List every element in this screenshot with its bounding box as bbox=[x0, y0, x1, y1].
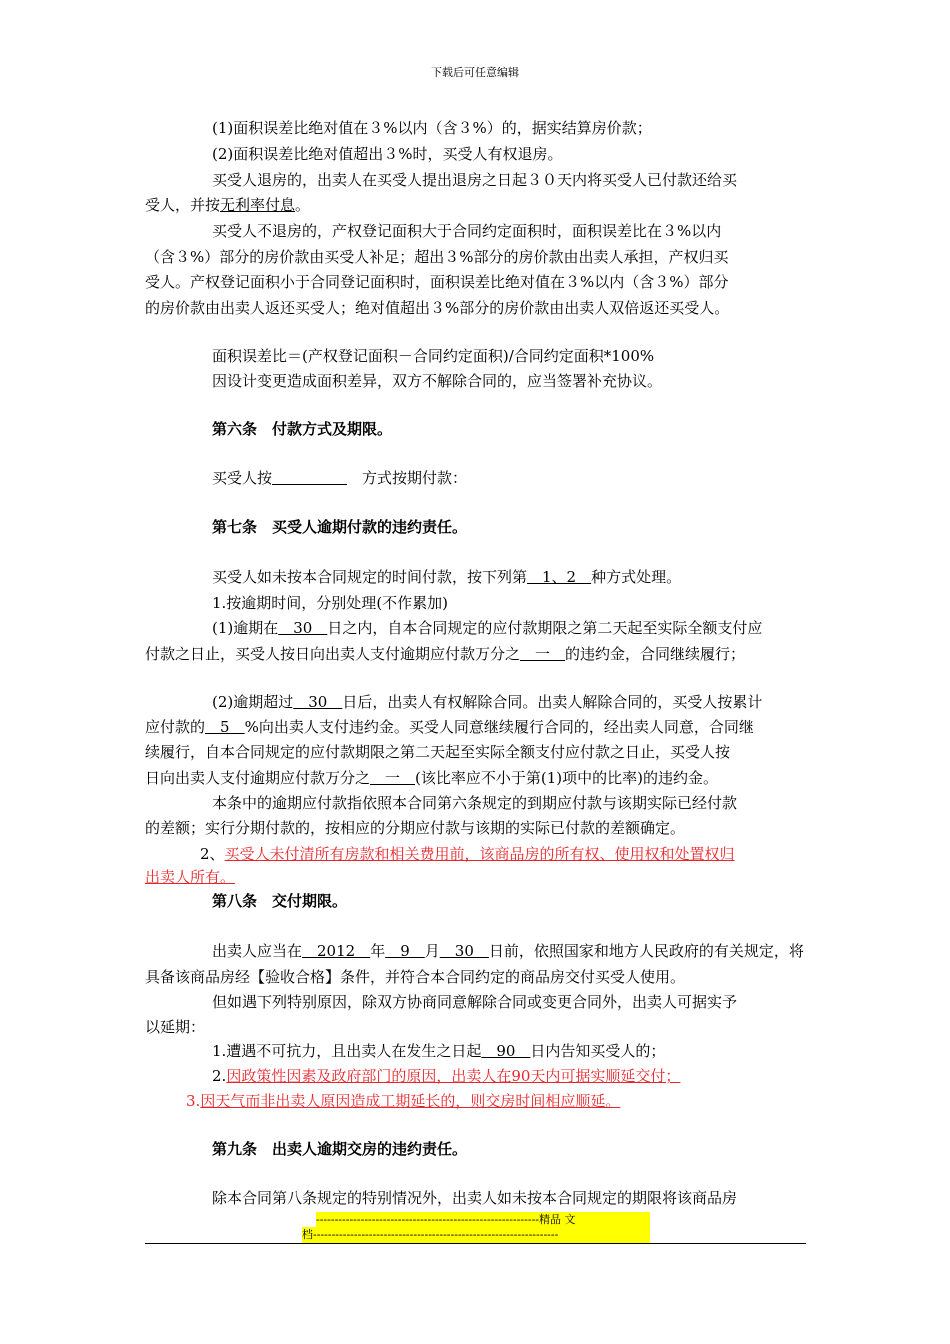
clause-line: 应付款的 5 %向出卖人支付违约金。买受人同意继续履行合同的，经出卖人同意，合同继 bbox=[145, 718, 754, 736]
footer-watermark-line-2: 档------------------------------------------------------------------ bbox=[302, 1227, 650, 1243]
red-revision-text: 出卖人所有。 bbox=[145, 868, 236, 886]
clause-line: 1.遭遇不可抗力，且出卖人在发生之日起 90 日内告知买受人的； bbox=[212, 1042, 666, 1060]
clause-line: 买受人不退房的，产权登记面积大于合同约定面积时，面积误差比在３%以内 bbox=[212, 222, 722, 240]
clause-line: 付款之日止，买受人按日向出卖人支付逾期应付款万分之 一 的违约金，合同继续履行； bbox=[145, 645, 746, 663]
clause-line: 买受人按 方式按期付款： bbox=[212, 469, 468, 487]
clause-line: 本条中的逾期应付款指依照本合同第六条规定的到期应付款与该期实际已经付款 bbox=[212, 794, 738, 812]
clause-line: 3.因天气而非出卖人原因造成工期延长的，则交房时间相应顺延。 bbox=[186, 1092, 621, 1110]
clause-line: 具备该商品房经【验收合格】条件，并符合本合同约定的商品房交付买受人使用。 bbox=[145, 968, 686, 986]
page-header: 下载后可任意编辑 bbox=[431, 66, 519, 79]
clause-line: (1)逾期在 30 日之内，自本合同规定的应付款期限之第二天起至实际全额支付应 bbox=[212, 619, 763, 637]
footer-watermark-line-1: ------------------------------------------------------------精品 文 bbox=[316, 1212, 650, 1228]
underlined-value: 30 bbox=[439, 942, 489, 960]
underlined-value: 90 bbox=[481, 1042, 531, 1060]
red-revision-text: 因政策性因素及政府部门的原因，出卖人在90天内可据实顺延交付； bbox=[226, 1067, 681, 1085]
clause-line: 除本合同第八条规定的特别情况外，出卖人如未按本合同规定的期限将该商品房 bbox=[212, 1189, 738, 1207]
clause-line: 受人。产权登记面积小于合同登记面积时，面积误差比绝对值在３%以内（含３%）部分 bbox=[145, 273, 729, 291]
underlined-value: 9 bbox=[385, 942, 425, 960]
footer-rule bbox=[145, 1243, 806, 1244]
clause-line: 日向出卖人支付逾期应付款万分之 一 (该比率应不小于第(1)项中的比率)的违约金。 bbox=[145, 769, 718, 787]
red-revision-text: 因天气而非出卖人原因造成工期延长的，则交房时间相应顺延。 bbox=[200, 1092, 621, 1110]
underlined-value: 一 bbox=[370, 769, 416, 787]
underlined-value: 30 bbox=[293, 693, 343, 711]
article-8-heading: 第八条 交付期限。 bbox=[212, 892, 348, 910]
clause-line: 的差额；实行分期付款的，按相应的分期应付款与该期的实际已付款的差额确定。 bbox=[145, 819, 686, 837]
blank-field bbox=[272, 469, 347, 487]
underlined-value: 5 bbox=[205, 718, 245, 736]
clause-line: 1.按逾期时间，分别处理(不作累加) bbox=[212, 594, 449, 612]
clause-line: (2)逾期超过 30 日后，出卖人有权解除合同。出卖人解除合同的，买受人按累计 bbox=[212, 693, 763, 711]
article-7-heading: 第七条 买受人逾期付款的违约责任。 bbox=[212, 518, 468, 536]
clause-line: (1)面积误差比绝对值在３%以内（含３%）的，据实结算房价款； bbox=[212, 119, 652, 137]
article-6-heading: 第六条 付款方式及期限。 bbox=[212, 420, 393, 438]
underlined-value: 一 bbox=[520, 645, 566, 663]
formula-line: 面积误差比＝(产权登记面积－合同约定面积)/合同约定面积*100% bbox=[212, 347, 655, 365]
clause-line: 2、买受人未付清所有房款和相关费用前，该商品房的所有权、使用权和处置权归 bbox=[200, 845, 735, 863]
clause-line: 买受人退房的，出卖人在买受人提出退房之日起３０天内将买受人已付款还给买 bbox=[212, 171, 738, 189]
red-revision-text: 买受人未付清所有房款和相关费用前，该商品房的所有权、使用权和处置权归 bbox=[224, 845, 735, 863]
article-9-heading: 第九条 出卖人逾期交房的违约责任。 bbox=[212, 1140, 468, 1158]
underlined-value: 2012 bbox=[302, 942, 371, 960]
underlined-value: 无利率付息 bbox=[220, 196, 296, 214]
clause-line: 2.因政策性因素及政府部门的原因，出卖人在90天内可据实顺延交付； bbox=[212, 1067, 681, 1085]
clause-line: 因设计变更造成面积差异，双方不解除合同的，应当签署补充协议。 bbox=[212, 372, 663, 390]
underlined-value: 30 bbox=[278, 619, 328, 637]
clause-line: (2)面积误差比绝对值超出３%时，买受人有权退房。 bbox=[212, 145, 563, 163]
underlined-value: 1、2 bbox=[527, 568, 592, 586]
clause-line: 的房价款由出卖人返还买受人；绝对值超出３%部分的房价款由出卖人双倍返还买受人。 bbox=[145, 299, 730, 317]
clause-line: 受人，并按无利率付息。 bbox=[145, 196, 311, 214]
clause-line: 买受人如未按本合同规定的时间付款，按下列第 1、2 种方式处理。 bbox=[212, 568, 682, 586]
clause-line: 以延期： bbox=[145, 1018, 206, 1036]
clause-line: 续履行，自本合同规定的应付款期限之第二天起至实际全额支付应付款之日止，买受人按 bbox=[145, 743, 731, 761]
clause-line: 出卖人应当在 2012 年 9 月 30 日前，依照国家和地方人民政府的有关规定，将 bbox=[212, 942, 804, 960]
clause-line: 但如遇下列特别原因，除双方协商同意解除合同或变更合同外，出卖人可据实予 bbox=[212, 993, 738, 1011]
clause-line: （含３%）部分的房价款由买受人补足；超出３%部分的房价款由出卖人承担，产权归买 bbox=[145, 248, 729, 266]
